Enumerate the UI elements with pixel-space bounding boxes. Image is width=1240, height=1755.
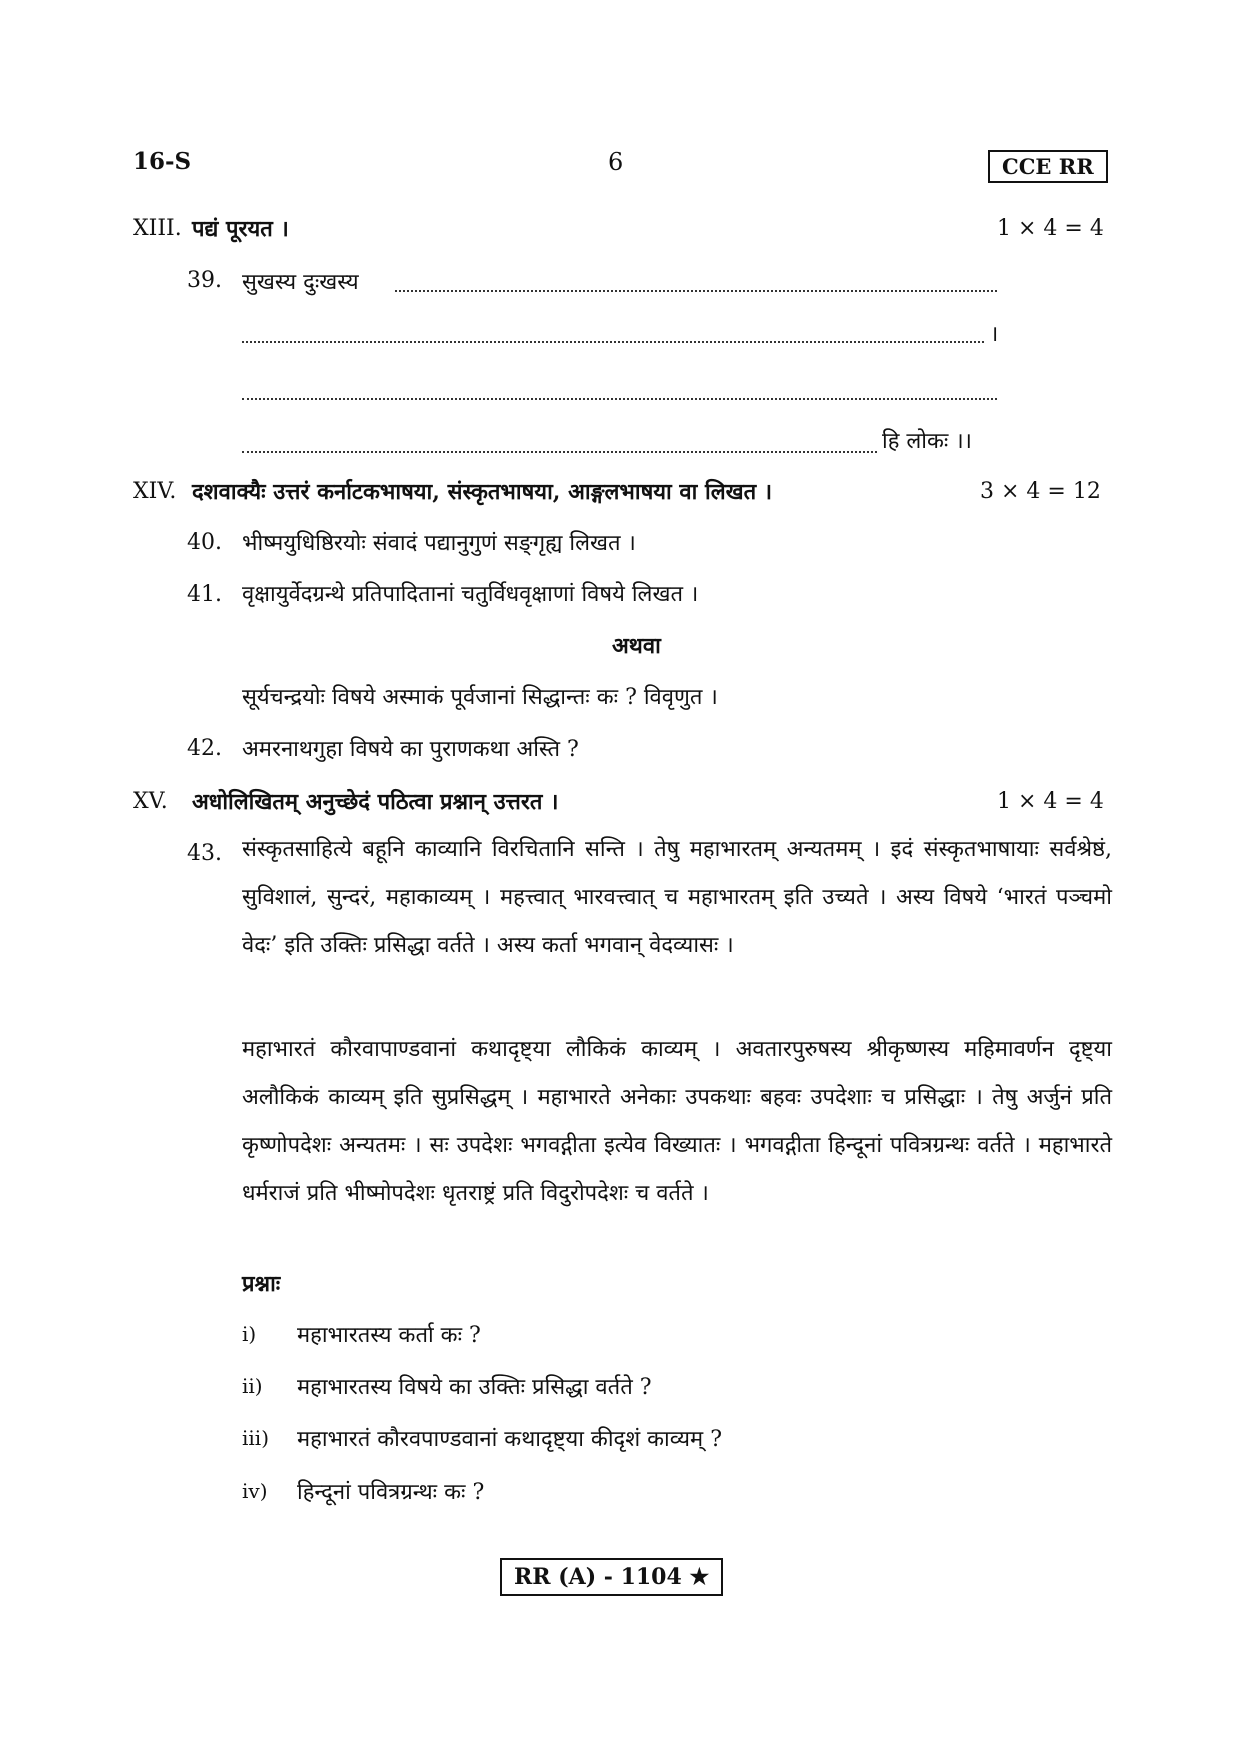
section-xiii-number: XIII.: [133, 216, 182, 241]
q42-number: 42.: [187, 736, 222, 761]
prashna-heading: प्रश्नाः: [242, 1271, 281, 1297]
section-xiv-marks: 3 × 4 = 12: [980, 479, 1101, 504]
subquestion-label: iii): [242, 1426, 269, 1450]
q39-start-text: सुखस्य दुःखस्य: [242, 270, 359, 295]
athava-label: अथवा: [612, 633, 661, 659]
q41-number: 41.: [187, 582, 222, 607]
q43-paragraph-1: संस्कृतसाहित्ये बहूनि काव्यानि विरचितानि सन्ति । तेषु महाभारतम् अन्यतमम् । इदं संस्कृतभाषायाः सर्वश्रेष्ठं, सुविशालं, सुन्दरं, महाकाव्यम् । महत्त्वात् भारवत्त्वात् च महाभारतम् इति उच्यते । अस्य विषये ‘भारतं पञ्चमो वेदः’ इति उक्तिः प्रसिद्धा वर्तते । अस्य कर्ता भगवान् वेदव्यासः ।: [242, 837, 1112, 958]
q39-blank-line-2[interactable]: [242, 341, 984, 343]
subquestion-label: iv): [242, 1479, 268, 1503]
q40-number: 40.: [187, 530, 222, 555]
q39-blank-line-3[interactable]: [242, 398, 997, 400]
section-xv-title: अधोलिखितम् अनुच्छेदं पठित्वा प्रश्नान् उत्तरत ।: [192, 789, 559, 815]
q43-paragraph-2: महाभारतं कौरवापाण्डवानां कथादृष्ट्या लौकिकं काव्यम् । अवतारपुरुषस्य श्रीकृष्णस्य महिमावर्णन दृष्ट्या अलौकिकं काव्यम् इति सुप्रसिद्धम् । महाभारते अनेकाः उपकथाः बहवः उपदेशाः च प्रसिद्धाः । तेषु अर्जुनं प्रति कृष्णोपदेशः अन्यतमः । सः उपदेशः भगवद्गीता इत्येव विख्यातः । भगवद्गीता हिन्दूनां पवित्रग्रन्थः वर्तते । महाभारते धर्मराजं प्रति भीष्मोपदेशः धृतराष्ट्रं प्रति विदुरोपदेशः च वर्तते ।: [242, 1037, 1112, 1206]
q39-blank-line-1[interactable]: [395, 290, 997, 292]
q39-blank-line-4[interactable]: [242, 451, 877, 453]
section-xv-marks: 1 × 4 = 4: [997, 789, 1104, 814]
subquestion-text: महाभारतं कौरवपाण्डवानां कथादृष्ट्या कीदृशं काव्यम् ?: [297, 1427, 722, 1452]
q42-text: अमरनाथगुहा विषये का पुराणकथा अस्ति ?: [242, 737, 579, 762]
subquestion-text: महाभारतस्य विषये का उक्तिः प्रसिद्धा वर्तते ?: [297, 1375, 652, 1400]
section-xiii-marks: 1 × 4 = 4: [997, 216, 1104, 241]
q43-number: 43.: [187, 841, 222, 866]
page-number: 6: [608, 148, 624, 176]
footer-paper-code: RR (A) - 1104 ★: [500, 1558, 723, 1596]
section-xiii-title: पद्यं पूरयत ।: [192, 216, 289, 242]
q39-end-text: हि लोकः ।।: [882, 429, 972, 454]
subquestion-label: ii): [242, 1374, 263, 1398]
section-xv-number: XV.: [133, 789, 168, 814]
exam-code-box: CCE RR: [988, 150, 1108, 183]
q41-alternative-text: सूर्यचन्द्रयोः विषये अस्माकं पूर्वजानां सिद्धान्तः कः ? विवृणुत ।: [242, 685, 718, 710]
q40-text: भीष्मयुधिष्ठिरयोः संवादं पद्यानुगुणं सङ्गृह्य लिखत ।: [242, 531, 636, 556]
q39-danda: ।: [990, 322, 999, 347]
section-xiv-title: दशवाक्यैः उत्तरं कर्नाटकभाषया, संस्कृतभाषया, आङ्गलभाषया वा लिखत ।: [192, 479, 773, 505]
q41-text: वृक्षायुर्वेदग्रन्थे प्रतिपादितानां चतुर्विधवृक्षाणां विषये लिखत ।: [242, 582, 699, 607]
subquestion-text: महाभारतस्य कर्ता कः ?: [297, 1323, 481, 1348]
q39-number: 39.: [187, 268, 222, 293]
section-xiv-number: XIV.: [133, 479, 177, 504]
subquestion-text: हिन्दूनां पवित्रग्रन्थः कः ?: [297, 1480, 485, 1505]
subquestion-label: i): [242, 1322, 257, 1346]
paper-code-left: 16-S: [133, 148, 192, 175]
